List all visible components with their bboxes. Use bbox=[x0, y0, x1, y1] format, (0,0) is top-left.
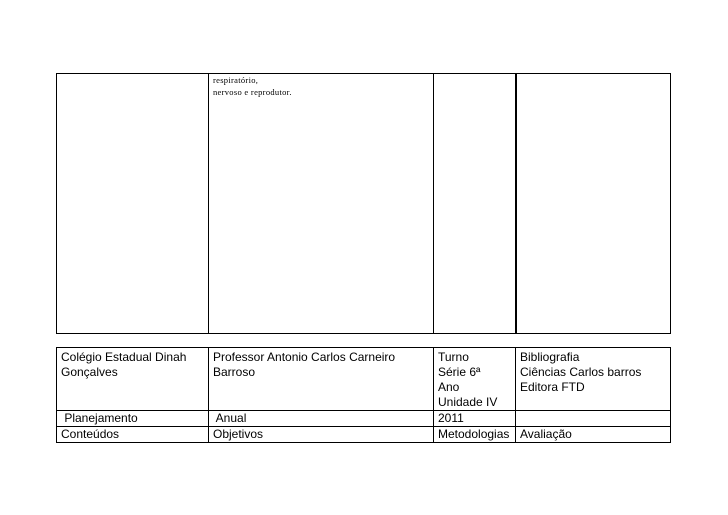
bibliography-book: Ciências Carlos barros bbox=[520, 365, 642, 379]
planning-label: Planejamento bbox=[57, 411, 209, 427]
class-info-cell bbox=[434, 348, 516, 411]
col-header-objectives: Objetivos bbox=[209, 427, 434, 443]
bibliography-publisher: Editora FTD bbox=[520, 380, 585, 394]
teacher-cell bbox=[209, 348, 434, 411]
col-header-evaluation: Avaliação bbox=[516, 427, 671, 443]
planning-value: Anual bbox=[209, 411, 434, 427]
contents-cell bbox=[57, 74, 209, 334]
school-cell bbox=[57, 348, 209, 411]
bibliography-title: Bibliografia bbox=[520, 350, 580, 364]
evaluation-cell bbox=[516, 74, 671, 334]
content-table-continuation bbox=[56, 73, 671, 334]
teacher-name-line-1: Professor Antonio Carlos Carneiro bbox=[213, 350, 396, 364]
unit-label: Unidade IV bbox=[438, 395, 498, 409]
grade-label: Série 6ª bbox=[438, 365, 481, 379]
planning-header-table bbox=[56, 347, 671, 443]
school-name-line-2: Gonçalves bbox=[61, 365, 118, 379]
shift-label: Turno bbox=[438, 350, 469, 364]
teacher-name-line-2: Barroso bbox=[213, 365, 256, 379]
col-header-contents: Conteúdos bbox=[57, 427, 209, 443]
objectives-line-2: nervoso e reprodutor. bbox=[213, 87, 292, 97]
planning-empty-cell bbox=[516, 411, 671, 427]
objectives-line-1: respiratório, bbox=[213, 75, 259, 85]
year-label: Ano bbox=[438, 380, 460, 394]
planning-year: 2011 bbox=[434, 411, 516, 427]
col-header-methodologies: Metodologias bbox=[434, 427, 516, 443]
methodologies-cell bbox=[434, 74, 516, 334]
bibliography-cell bbox=[516, 348, 671, 411]
objectives-cell bbox=[209, 74, 434, 334]
school-name-line-1: Colégio Estadual Dinah bbox=[61, 350, 187, 364]
